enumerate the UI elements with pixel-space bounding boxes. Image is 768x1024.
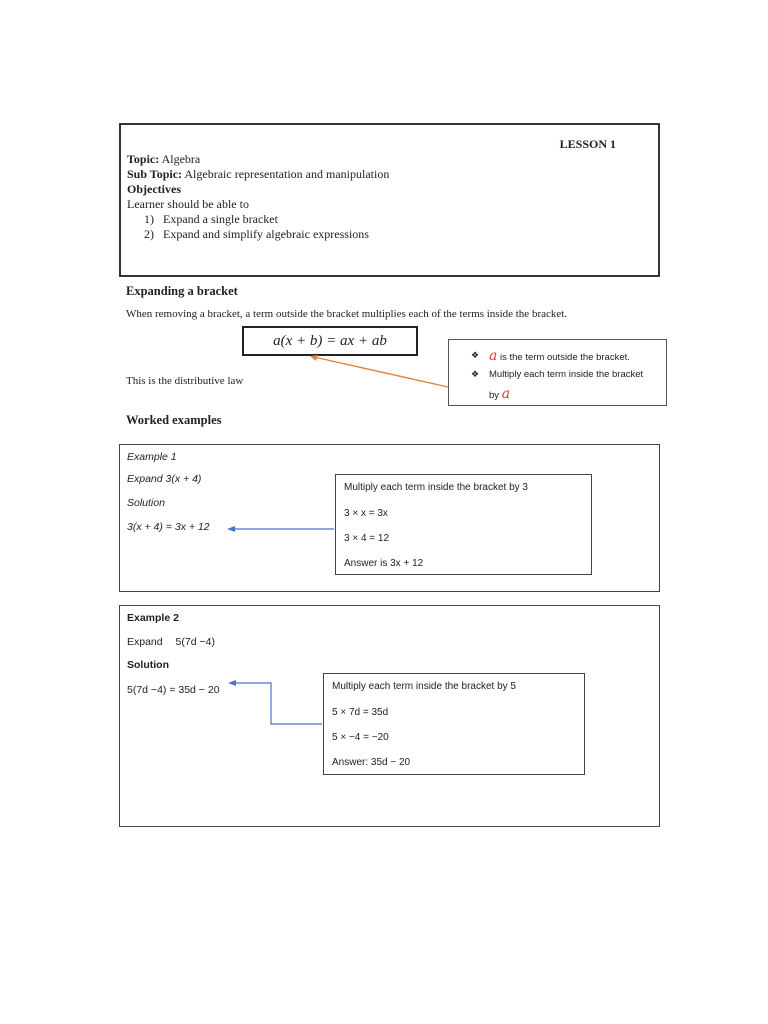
step-line: 3 × 4 = 12: [344, 533, 390, 544]
expanding-heading: Expanding a bracket: [126, 284, 238, 298]
worked-examples-heading: Worked examples: [126, 413, 222, 427]
example-title: Example 2: [127, 612, 179, 624]
example-title: Example 1: [127, 451, 177, 463]
objectives-intro: Learner should be able to: [127, 197, 249, 211]
step-line: 5 × 7d = 35d: [332, 707, 389, 718]
problem-expression: 5(7d −4): [175, 636, 215, 648]
note-text: by: [489, 390, 500, 401]
expanding-description: When removing a bracket, a term outside the bracket multiplies each of the terms inside the bracket.: [126, 308, 568, 320]
example-answer: 3(x + 4) = 3x + 12: [127, 521, 210, 533]
topic-value: Algebra: [161, 152, 201, 166]
step-line: Answer: 35d − 20: [332, 757, 411, 768]
example-answer: 5(7d −4) = 35d − 20: [127, 684, 220, 696]
diamond-bullet-icon: ❖: [471, 350, 480, 360]
subtopic-value: Algebraic representation and manipulation: [184, 167, 390, 181]
solution-label: Solution: [127, 497, 165, 509]
example-problem: Expand 3(x + 4): [127, 473, 202, 485]
solution-label: Solution: [127, 659, 169, 671]
objective-text: Expand a single bracket: [163, 212, 278, 226]
step-line: Multiply each term inside the bracket by 3: [344, 482, 528, 493]
note-text: Multiply each term inside the bracket: [489, 369, 644, 380]
note-variable: a: [501, 386, 511, 402]
lesson-number: LESSON 1: [559, 137, 616, 151]
objective-number: 1): [144, 212, 154, 226]
objective-text: Expand and simplify algebraic expressions: [163, 227, 369, 241]
distributive-law-text: This is the distributive law: [126, 375, 244, 387]
step-line: Answer is 3x + 12: [344, 558, 424, 569]
subtopic-label: Sub Topic:: [127, 167, 183, 181]
objective-number: 2): [144, 227, 154, 241]
step-line: 5 × −4 = −20: [332, 732, 389, 743]
diamond-bullet-icon: ❖: [471, 369, 480, 379]
note-variable: a: [489, 348, 498, 364]
step-line: 3 × x = 3x: [344, 508, 388, 519]
topic-label: Topic:: [127, 152, 160, 166]
note-text: is the term outside the bracket.: [500, 352, 630, 363]
objectives-label: Objectives: [127, 182, 181, 196]
step-line: Multiply each term inside the bracket by 5: [332, 681, 516, 692]
problem-label: Expand: [127, 636, 163, 648]
distributive-formula: a(x + b) = ax + ab: [273, 333, 387, 349]
